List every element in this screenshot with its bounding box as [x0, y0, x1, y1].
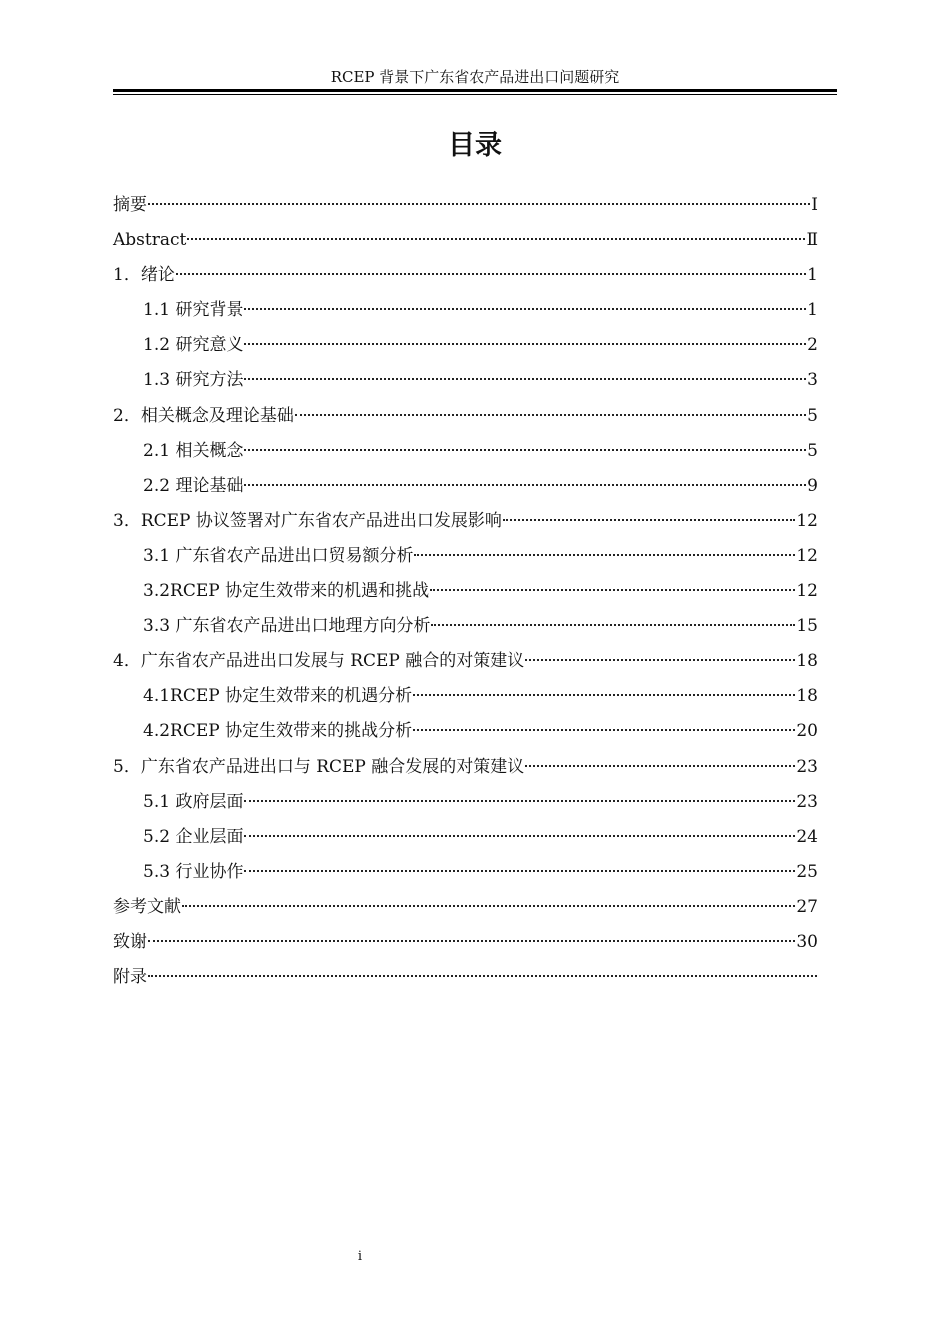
toc-entry[interactable] [113, 925, 818, 960]
toc-entry[interactable] [113, 679, 818, 714]
toc-entry-page: 15 [796, 616, 818, 637]
toc-entry-label: 4.2RCEP 协定生效带来的挑战分析 [143, 721, 413, 742]
toc-leader-dots [503, 519, 795, 521]
toc-leader-dots [244, 343, 806, 345]
toc-leader-dots [244, 308, 806, 310]
toc-leader-dots [414, 554, 795, 556]
toc-entry-label: 3．RCEP 协议签署对广东省农产品进出口发展影响 [113, 510, 502, 531]
toc-entry-page: 2 [807, 335, 818, 356]
toc-entry-label: 5.3 行业协作 [143, 861, 244, 882]
toc-entry-label: 致谢 [113, 931, 147, 952]
toc-leader-dots [413, 729, 795, 731]
toc-entry[interactable] [113, 469, 818, 504]
toc-entry-page: 18 [796, 651, 818, 672]
toc-entry[interactable] [113, 820, 818, 855]
toc-entry[interactable] [113, 223, 818, 258]
toc-entry-page: Ⅰ [811, 195, 818, 215]
toc-leader-dots [244, 484, 806, 486]
toc-entry-page: 5 [807, 440, 818, 461]
toc-entry[interactable] [113, 504, 818, 539]
toc-leader-dots [244, 870, 795, 872]
toc-entry[interactable] [113, 890, 818, 925]
toc-leader-dots [148, 940, 795, 942]
toc-entry[interactable] [113, 785, 818, 820]
toc-entry-page: 5 [807, 405, 818, 426]
toc-entry[interactable] [113, 609, 818, 644]
toc-entry-label: 2.1 相关概念 [143, 440, 244, 461]
toc-leader-dots [525, 659, 795, 661]
page-title: 目录 [448, 130, 502, 161]
toc-entry-page: 1 [807, 265, 818, 286]
toc-leader-dots [182, 905, 795, 907]
toc-entry[interactable] [113, 855, 818, 890]
page-number: i [357, 1249, 363, 1264]
toc-leader-dots [413, 694, 795, 696]
toc-entry-page: 23 [796, 791, 818, 812]
toc-leader-dots [244, 800, 795, 802]
toc-entry-page: 12 [796, 545, 818, 566]
toc-entry[interactable] [113, 574, 818, 609]
toc-entry[interactable] [113, 399, 818, 434]
header-rule-thin [113, 94, 837, 95]
toc-entry[interactable] [113, 258, 818, 293]
toc-entry-label: Abstract [113, 230, 187, 251]
toc-entry-label: 4．广东省农产品进出口发展与 RCEP 融合的对策建议 [113, 651, 525, 672]
toc-entry-page: 12 [796, 581, 818, 602]
toc-entry[interactable] [113, 328, 818, 363]
toc-entry-label: 5．广东省农产品进出口与 RCEP 融合发展的对策建议 [113, 756, 525, 777]
toc-entry-page: 12 [796, 510, 818, 531]
toc-entry-page: 27 [796, 896, 818, 917]
toc-leader-dots [431, 624, 795, 626]
toc-entry-label: 5.1 政府层面 [143, 791, 244, 812]
toc-entry-label: 1.3 研究方法 [143, 370, 244, 391]
toc-entry-page: 24 [796, 826, 818, 847]
toc-entry-page: 25 [796, 861, 818, 882]
toc-leader-dots [244, 378, 806, 380]
toc-entry-page: 9 [807, 475, 818, 496]
toc-entry[interactable] [113, 363, 818, 398]
toc-entry-label: 2．相关概念及理论基础 [113, 405, 294, 426]
toc-entry-page: 20 [796, 721, 818, 742]
toc-entry[interactable] [113, 644, 818, 679]
toc-entry-label: 3.1 广东省农产品进出口贸易额分析 [143, 545, 414, 566]
toc-entry[interactable] [113, 539, 818, 574]
toc-entry-page: 23 [796, 756, 818, 777]
toc-leader-dots [244, 835, 795, 837]
toc-entry[interactable] [113, 434, 818, 469]
running-header: RCEP 背景下广东省农产品进出口问题研究 [330, 68, 620, 86]
toc-leader-dots [148, 975, 817, 977]
toc-entry-label: 2.2 理论基础 [143, 475, 244, 496]
toc-leader-dots [148, 203, 810, 205]
toc-entry[interactable] [113, 293, 818, 328]
toc-entry[interactable] [113, 714, 818, 749]
toc-entry-label: 3.3 广东省农产品进出口地理方向分析 [143, 616, 431, 637]
toc-leader-dots [295, 414, 806, 416]
toc-entry-label: 1.1 研究背景 [143, 300, 244, 321]
toc-entry[interactable] [113, 960, 818, 995]
toc-entry-label: 4.1RCEP 协定生效带来的机遇分析 [143, 686, 413, 707]
table-of-contents [113, 188, 818, 995]
toc-entry-page: 18 [796, 686, 818, 707]
toc-leader-dots [176, 273, 806, 275]
toc-entry-label: 摘要 [113, 195, 147, 215]
toc-entry-label: 附录 [113, 967, 147, 988]
toc-entry-page: 3 [807, 370, 818, 391]
toc-entry-page: 1 [807, 300, 818, 321]
toc-entry-page: 30 [796, 931, 818, 952]
toc-entry-label: 5.2 企业层面 [143, 826, 244, 847]
toc-entry-label: 1.2 研究意义 [143, 335, 244, 356]
toc-leader-dots [525, 765, 795, 767]
toc-entry[interactable] [113, 188, 818, 223]
toc-entry-label: 参考文献 [113, 896, 181, 917]
toc-leader-dots [187, 238, 805, 240]
toc-entry-page: Ⅱ [806, 230, 818, 251]
toc-entry[interactable] [113, 750, 818, 785]
toc-leader-dots [244, 449, 806, 451]
toc-entry-label: 1．绪论 [113, 265, 175, 286]
toc-entry-label: 3.2RCEP 协定生效带来的机遇和挑战 [143, 581, 430, 602]
header-rule-thick [113, 89, 837, 92]
toc-leader-dots [430, 589, 795, 591]
